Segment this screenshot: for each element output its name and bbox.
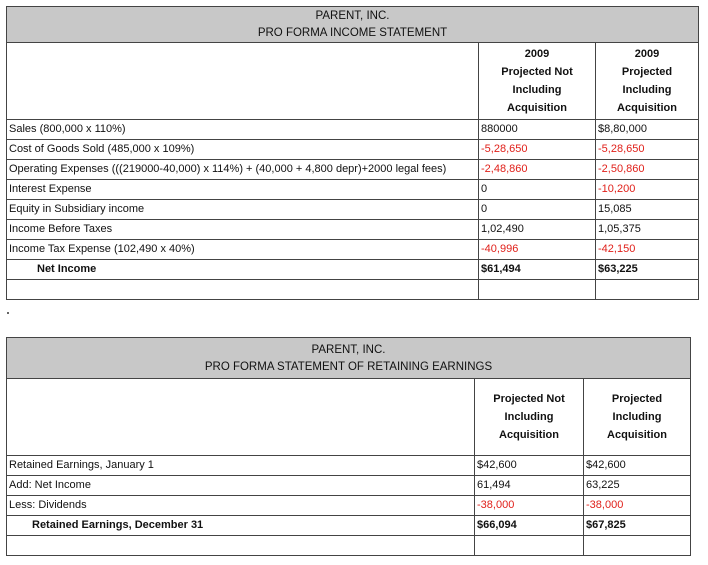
value-including: 15,085 (596, 200, 699, 220)
table-row (7, 456, 691, 476)
value-including: $42,600 (584, 456, 691, 476)
value-including: $63,225 (596, 260, 699, 280)
value-including: -5,28,650 (596, 140, 699, 160)
table-row (7, 220, 699, 240)
value-including: $67,825 (584, 516, 691, 536)
value-not-including: $61,494 (479, 260, 596, 280)
value-not-including: 1,02,490 (479, 220, 596, 240)
value-including: -38,000 (584, 496, 691, 516)
row-label: Retained Earnings, December 31 (7, 516, 475, 536)
row-label: Retained Earnings, January 1 (7, 456, 475, 476)
value-not-including: -2,48,860 (479, 160, 596, 180)
retained-earnings-table (6, 337, 691, 556)
row-label: Equity in Subsidiary income (7, 200, 479, 220)
table-row (7, 120, 699, 140)
empty-row (7, 280, 699, 300)
statement-title: PRO FORMA STATEMENT OF RETAINING EARNINGS (204, 361, 493, 373)
retained-earnings-header (7, 338, 691, 379)
value-including: 63,225 (584, 476, 691, 496)
row-label: Operating Expenses (((219000-40,000) x 114%) + (40,000 + 4,800 depr)+2000 legal fees) (7, 160, 479, 180)
row-label: Less: Dividends (7, 496, 475, 516)
empty-row (7, 536, 691, 556)
value-not-including: 880000 (479, 120, 596, 140)
value-not-including: -40,996 (479, 240, 596, 260)
net-income-row (7, 260, 699, 280)
col-including-header: Projected Including Acquisition (584, 379, 691, 456)
value-including: $8,80,000 (596, 120, 699, 140)
statement-title: PRO FORMA INCOME STATEMENT (257, 26, 448, 39)
income-statement-header (7, 7, 699, 43)
row-label: Income Tax Expense (102,490 x 40%) (7, 240, 479, 260)
value-not-including: -5,28,650 (479, 140, 596, 160)
table-row (7, 160, 699, 180)
value-including: -42,150 (596, 240, 699, 260)
col-not-including-header: 2009 Projected Not Including Acquisition (479, 43, 596, 120)
value-not-including: 61,494 (475, 476, 584, 496)
retained-earnings-total-row (7, 516, 691, 536)
table-row (7, 496, 691, 516)
stray-dot (7, 312, 9, 314)
company-name: PARENT, INC. (315, 9, 390, 22)
row-label: Income Before Taxes (7, 220, 479, 240)
column-headers (7, 43, 699, 120)
row-label: Cost of Goods Sold (485,000 x 109%) (7, 140, 479, 160)
company-name: PARENT, INC. (311, 344, 386, 356)
income-statement-table (6, 6, 699, 300)
value-including: 1,05,375 (596, 220, 699, 240)
value-not-including: -38,000 (475, 496, 584, 516)
value-not-including: 0 (479, 180, 596, 200)
col-not-including-header: Projected Not Including Acquisition (475, 379, 584, 456)
value-not-including: 0 (479, 200, 596, 220)
table-row (7, 200, 699, 220)
value-including: -2,50,860 (596, 160, 699, 180)
table-row (7, 180, 699, 200)
table-row (7, 476, 691, 496)
column-headers (7, 379, 691, 456)
col-including-header: 2009 Projected Including Acquisition (596, 43, 699, 120)
row-label: Interest Expense (7, 180, 479, 200)
row-label: Net Income (7, 260, 479, 280)
value-not-including: $66,094 (475, 516, 584, 536)
value-including: -10,200 (596, 180, 699, 200)
table-row (7, 140, 699, 160)
row-label: Sales (800,000 x 110%) (7, 120, 479, 140)
value-not-including: $42,600 (475, 456, 584, 476)
table-row (7, 240, 699, 260)
row-label: Add: Net Income (7, 476, 475, 496)
